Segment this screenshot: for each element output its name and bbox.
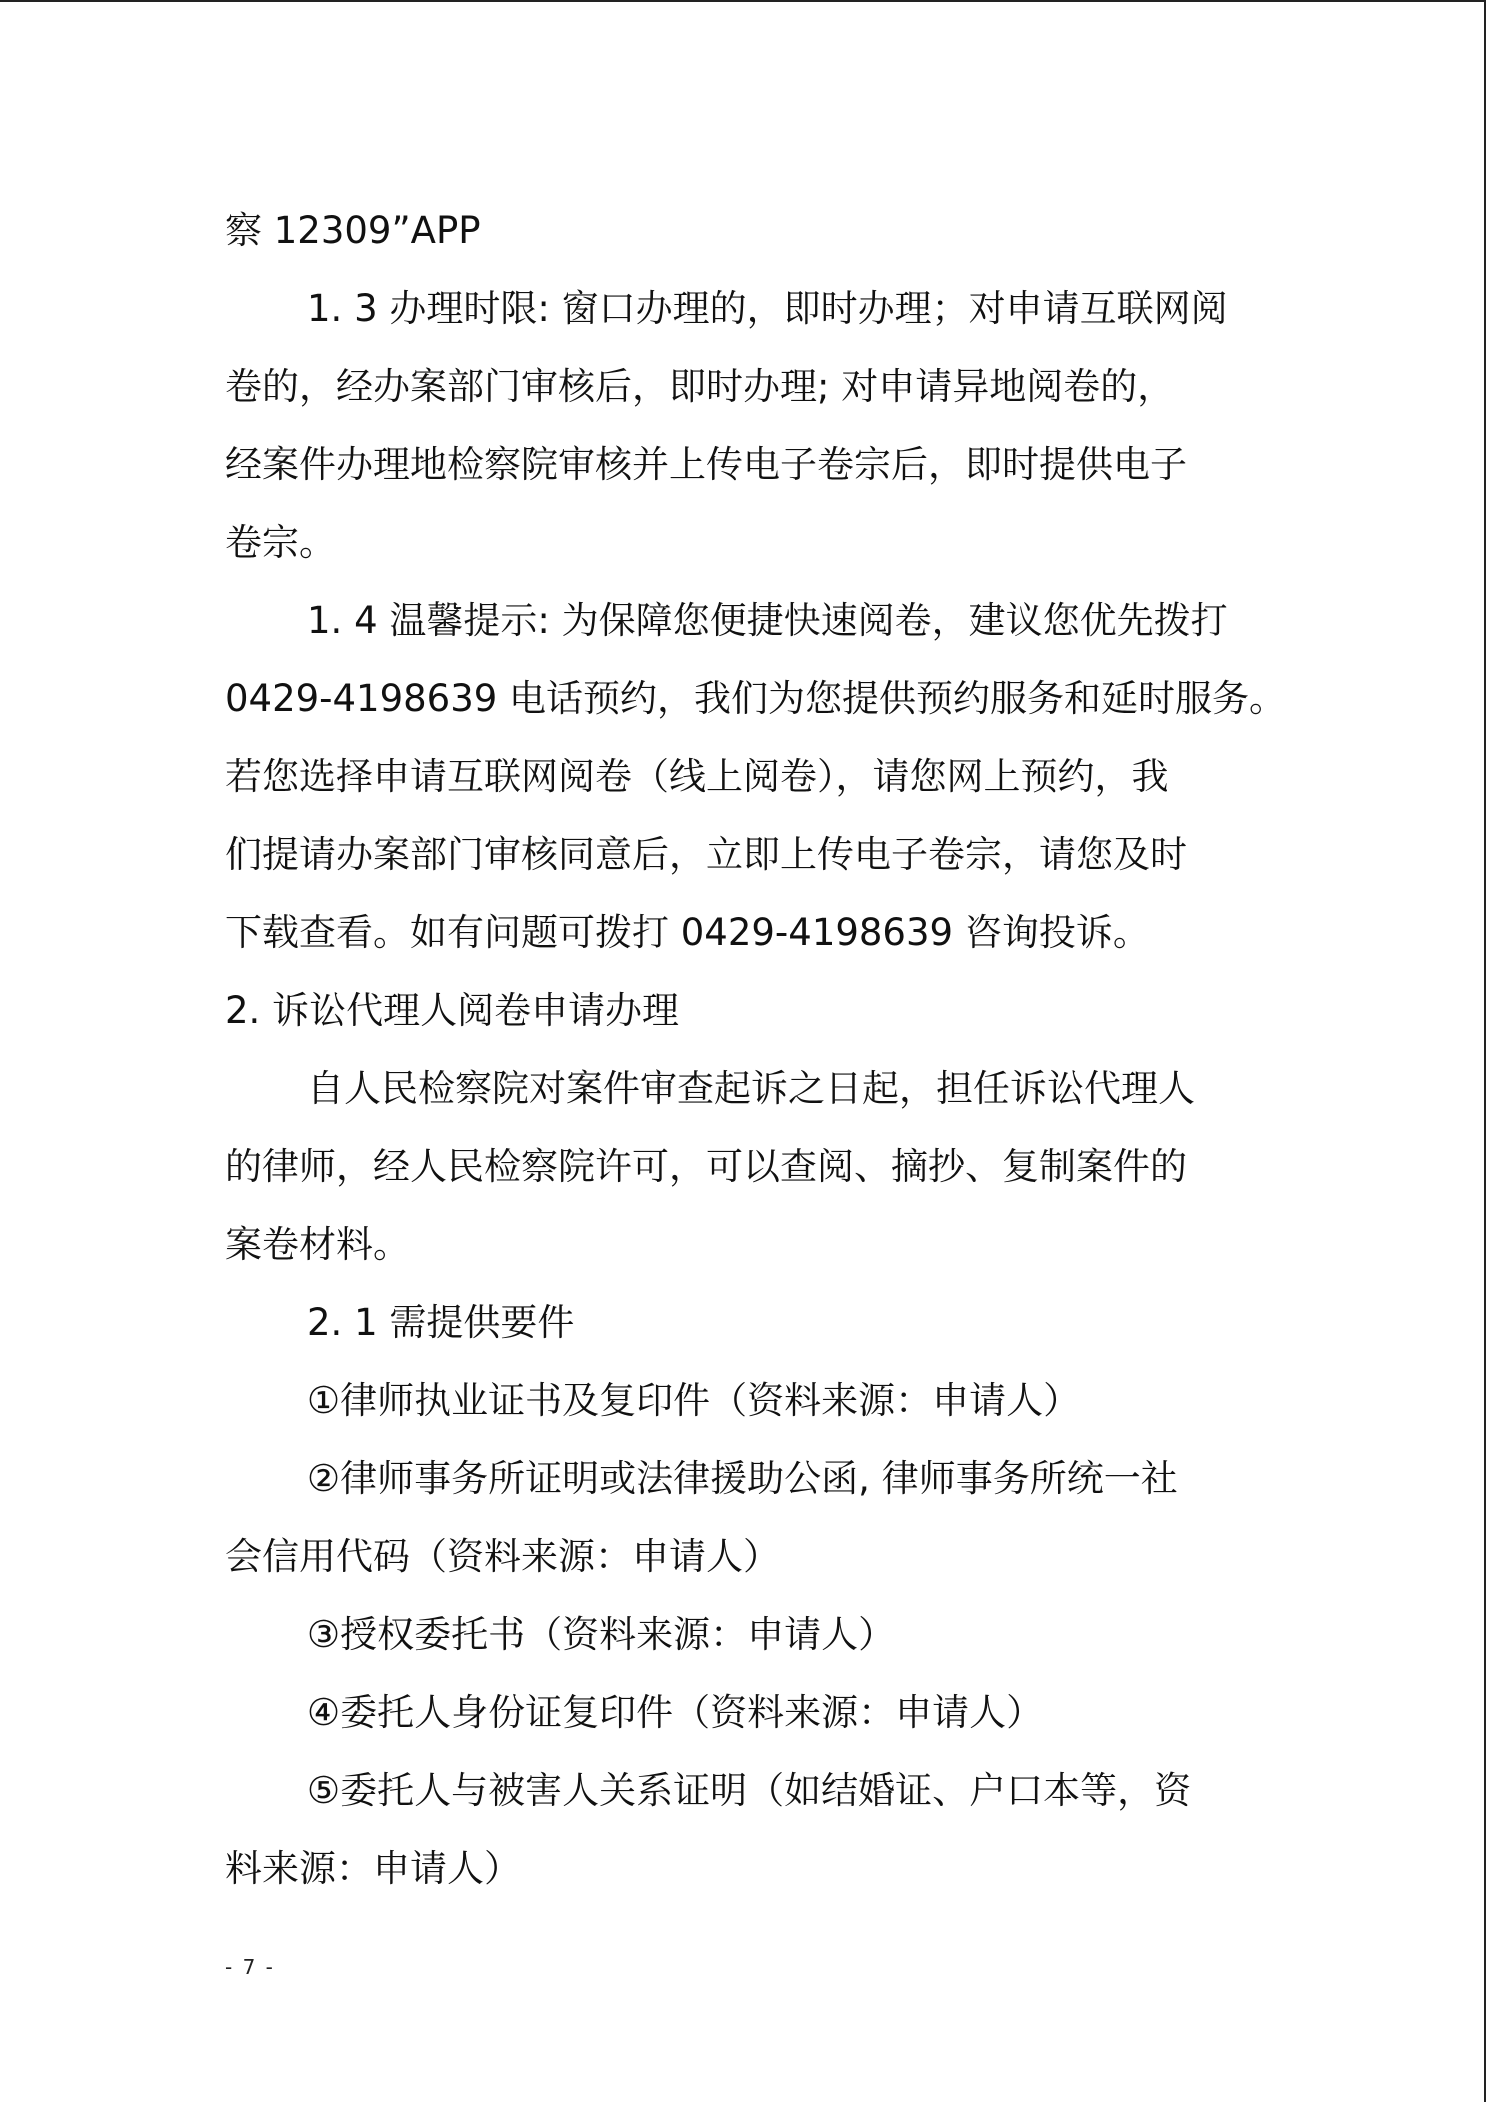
text-line: 自人民检察院对案件审查起诉之日起，担任诉讼代理人 bbox=[307, 1067, 1195, 1110]
text-line: 1. 3 办理时限: 窗口办理的，即时办理；对申请互联网阅 bbox=[307, 287, 1228, 330]
list-item: ⑤委托人与被害人关系证明（如结婚证、户口本等，资 bbox=[307, 1769, 1192, 1812]
text-line: 经案件办理地检察院审核并上传电子卷宗后，即时提供电子 bbox=[225, 443, 1187, 486]
text-line: 案卷材料。 bbox=[225, 1223, 410, 1266]
list-item: ③授权委托书（资料来源：申请人） bbox=[307, 1613, 896, 1656]
text-line: 会信用代码（资料来源：申请人） bbox=[225, 1535, 780, 1578]
text-line: 卷的，经办案部门审核后，即时办理; 对申请异地阅卷的， bbox=[225, 365, 1175, 408]
subsection-heading: 2. 1 需提供要件 bbox=[307, 1301, 575, 1344]
list-item: ④委托人身份证复印件（资料来源：申请人） bbox=[307, 1691, 1044, 1734]
text-line: 下载查看。如有问题可拨打 0429-4198639 咨询投诉。 bbox=[225, 911, 1150, 954]
text-line: 1. 4 温馨提示: 为保障您便捷快速阅卷，建议您优先拨打 bbox=[307, 599, 1228, 642]
text-line: 的律师，经人民检察院许可，可以查阅、摘抄、复制案件的 bbox=[225, 1145, 1187, 1188]
text-line: 若您选择申请互联网阅卷（线上阅卷），请您网上预约，我 bbox=[225, 755, 1169, 798]
page-number: - 7 - bbox=[225, 1955, 275, 1979]
document-body bbox=[225, 192, 1287, 1908]
section-heading: 2. 诉讼代理人阅卷申请办理 bbox=[225, 989, 680, 1032]
text-line: 料来源：申请人） bbox=[225, 1847, 521, 1890]
text-line: 察 12309”APP bbox=[225, 209, 481, 252]
text-line: 们提请办案部门审核同意后，立即上传电子卷宗，请您及时 bbox=[225, 833, 1187, 876]
list-item: ②律师事务所证明或法律援助公函, 律师事务所统一社 bbox=[307, 1457, 1178, 1500]
text-line: 0429-4198639 电话预约，我们为您提供预约服务和延时服务。 bbox=[225, 677, 1287, 720]
text-line: 卷宗。 bbox=[225, 521, 336, 564]
list-item: ①律师执业证书及复印件（资料来源：申请人） bbox=[307, 1379, 1081, 1422]
